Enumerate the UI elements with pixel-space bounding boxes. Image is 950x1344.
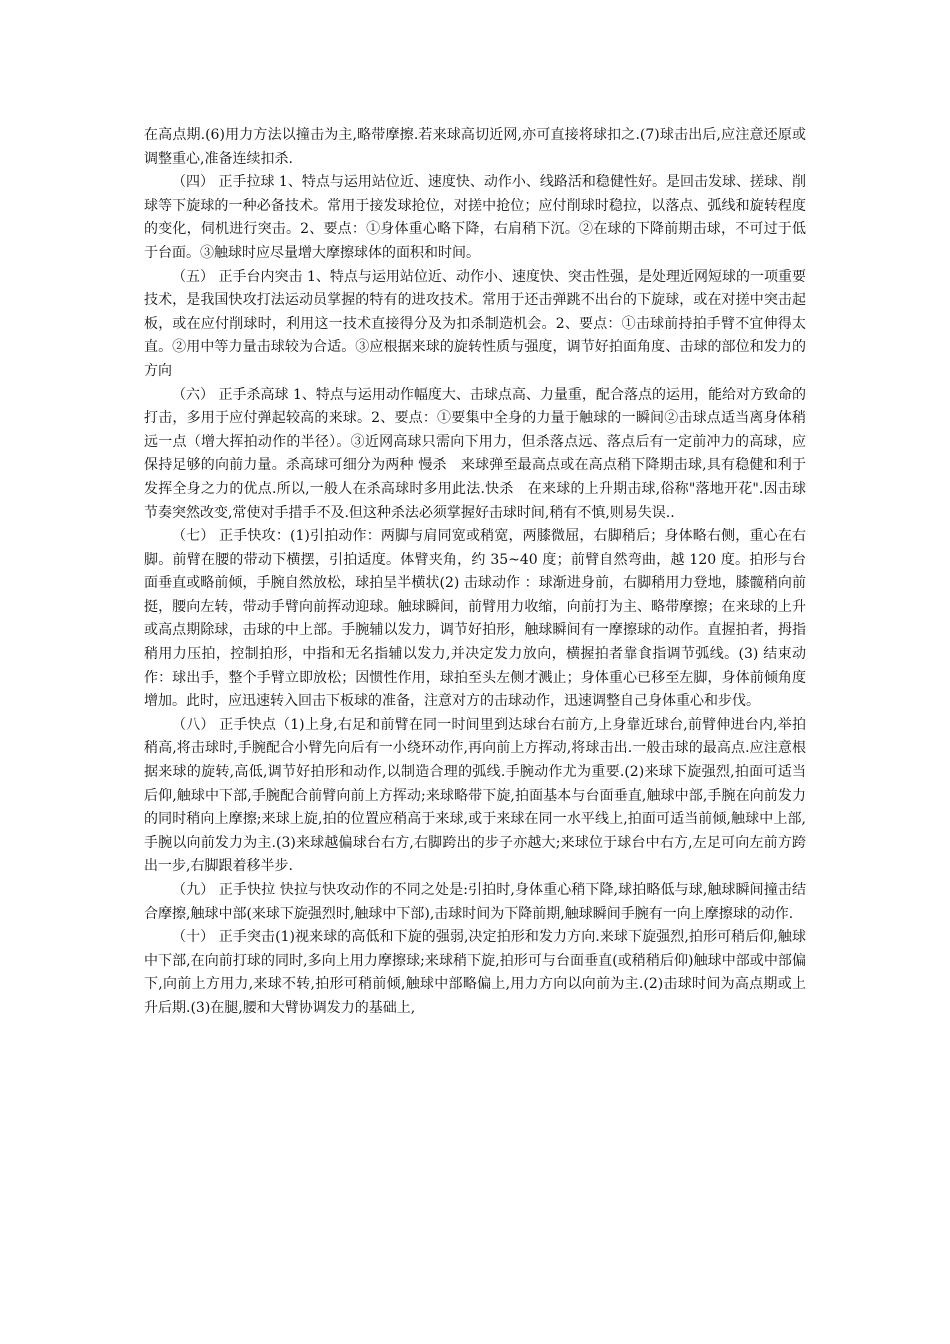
paragraph-forehand-fast-loop: （九） 正手快拉 快拉与快攻动作的不同之处是:引拍时,身体重心稍下降,球拍略低与球,触球瞬间撞击结合摩擦,触球中部(来球下旋强烈时,触球中下部),击球时间为下降前期,触球瞬间手腕有一向上摩擦球的动作. [144, 882, 806, 922]
document-page [144, 124, 806, 1021]
paragraph-forehand-fast-attack: （七） 正手快攻：(1)引拍动作：两脚与肩同宽或稍宽，两膝微屈，右脚稍后；身体略右侧，重心在右脚。前臂在腰的带动下横摆，引拍适度。体臂夹角，约 35~40 度；前臂自然弯曲，越 120 度。拍形与台面垂直或略前倾，手腕自然放松，球拍呈半横状(2) 击球动作 ：球渐进身前，右脚稍用力登地，膝髋稍向前挺，腰向左转，带动手臂向前挥动迎球。触球瞬间，前臂用力收缩，向前打为主、略带摩擦；在来球的上升或高点期除球，击球的中上部。手腕辅以发力，调节好拍形，触球瞬间有一摩擦球的动作。直握拍者，拇指稍用力压拍，控制拍形，中指和无名指辅以发力,并决定发力放向，横握拍者靠食指调节弧线。(3) 结束动作：球出手，整个手臂立即放松；因惯性作用，球拍至头左侧才溅止；身体重心已移至左脚，身体前倾角度增加。此时，应迅速转入回击下板球的准备，注意对方的击球动作，迅速调整自己身体重心和步伐。 [144, 528, 806, 710]
paragraph-forehand-loop: （四） 正手拉球 1、特点与运用站位近、速度快、动作小、线路活和稳健性好。是回击发球、搓球、削球等下旋球的一种必备技术。常用于接发球抢位，对搓中抢位；应付削球时稳拉，以落点、弧线和旋转程度的变化，伺机进行突击。2、要点：①身体重心略下降，右肩稍下沉。②在球的下降前期击球，不可过于低于台面。③触球时应尽量增大摩擦球体的面积和时间。 [144, 174, 806, 261]
paragraph-forehand-flick: （五） 正手台内突击 1、特点与运用站位近、动作小、速度快、突击性强，是处理近网短球的一项重要技术，是我国快攻打法运动员掌握的特有的进攻技术。常用于还击弹跳不出台的下旋球，或在对搓中突击起板，或在应付削球时，利用这一技术直接得分及为扣杀制造机会。2、要点：①击球前持拍手臂不宜伸得太直。②用中等力量击球较为合适。③应根据来球的旋转性质与强度，调节好拍面角度、击球的部位和发力的方向 [144, 268, 806, 379]
paragraph-continuation: 在高点期.(6)用力方法以撞击为主,略带摩擦.若来球高切近网,亦可直接将球扣之.(7)球击出后,应注意还原或调整重心,准备连续扣杀. [144, 127, 806, 167]
paragraph-forehand-smash-high: （六） 正手杀高球 1、特点与运用动作幅度大、击球点高、力量重，配合落点的运用，能给对方致命的打击，多用于应付弹起较高的来球。2、要点：①要集中全身的力量于触球的一瞬间②击球点适当离身体稍远一点（增大挥拍动作的半径）。③近网高球只需向下用力，但杀落点远、落点后有一定前冲力的高球，应保持足够的向前力量。杀高球可细分为两种 慢杀 来球弹至最高点或在高点稍下降期击球,具有稳健和利于发挥全身之力的优点.所以,一般人在杀高球时多用此法.快杀 在来球的上升期击球,俗称"落地开花".因击球节奏突然改变,常使对手措手不及.但这种杀法必须掌握好击球时间,稍有不慎,则易失误.. [144, 386, 806, 521]
paragraph-forehand-fast-point: （八） 正手快点（1)上身,右足和前臂在同一时间里到达球台右前方,上身靠近球台,前臂伸进台内,举拍稍高,将击球时,手腕配合小臂先向后有一小绕环动作,再向前上方挥动,将球击出.一般击球的最高点.应注意根据来球的旋转,高低,调节好拍形和动作,以制造合理的弧线.手腕动作尤为重要.(2)来球下旋强烈,拍面可适当后仰,触球中下部,手腕配合前臂向前上方挥动;来球略带下旋,拍面基本与台面垂直,触球中部,手腕在向前发力的同时稍向上摩擦;来球上旋,拍的位置应稍高于来球,或于来球在同一水平线上,拍面可适当前倾,触球中上部,手腕以向前发力为主.(3)来球越偏球台右方,右脚跨出的步子亦越大;来球位于球台中右方,左足可向左前方跨出一步,右脚跟着移半步. [144, 716, 806, 875]
paragraph-forehand-strike: （十） 正手突击(1)视来球的高低和下旋的强弱,决定拍形和发力方向.来球下旋强烈,拍形可稍后仰,触球中下部,在向前打球的同时,多向上用力摩擦球;来球稍下旋,拍形可与台面垂直(或稍稍后仰)触球中部或中部偏下,向前上方用力,来球不转,拍形可稍前倾,触球中部略偏上,用力方向以向前为主.(2)击球时间为高点期或上升后期.(3)在腿,腰和大臂协调发力的基础上, [144, 929, 806, 1016]
